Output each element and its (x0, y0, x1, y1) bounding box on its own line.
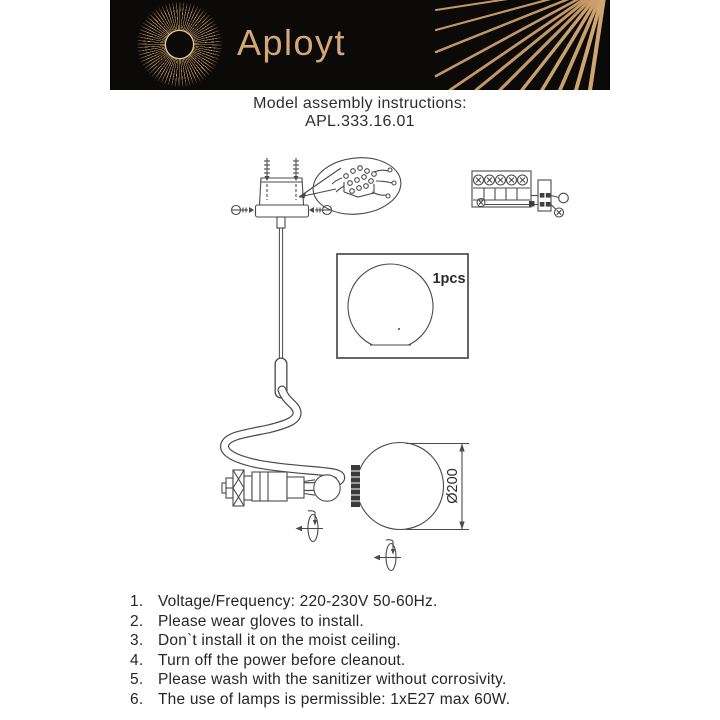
item-text: Please wear gloves to install. (158, 612, 364, 630)
instruction-item (130, 651, 630, 671)
item-text: Don`t install it on the moist ceiling. (158, 632, 401, 649)
instruction-item (130, 592, 630, 612)
screw-rotation-icon (296, 511, 324, 542)
item-number: 4. (130, 651, 144, 669)
screw-rotation-icon (374, 540, 402, 571)
sphere-diameter-label: Ø200 (445, 468, 461, 504)
item-number: 2. (130, 612, 144, 630)
item-text: Please wash with the sanitizer without corrosivity. (158, 671, 507, 688)
socket-bulb-drawing (222, 470, 340, 506)
assembly-diagram (0, 140, 720, 595)
wiring-diagram (472, 171, 568, 217)
spiral-arm-drawing (225, 364, 341, 487)
side-screw-left-icon (232, 206, 255, 215)
model-number: APL.333.16.01 (305, 113, 415, 130)
title-block (0, 95, 720, 131)
item-number: 5. (130, 671, 144, 688)
rays-decoration-icon (430, 0, 610, 90)
instruction-item (130, 631, 630, 651)
instruction-list (130, 592, 630, 709)
side-screw-right-icon (309, 206, 332, 215)
instruction-item (130, 612, 630, 632)
item-text: The use of lamps is permissible: 1xE27 max 60W. (158, 690, 511, 708)
item-text: Turn off the power before cleanout. (158, 651, 406, 669)
sunburst-logo-center (166, 31, 193, 58)
item-number: 1. (130, 593, 144, 610)
parts-box-drawing (337, 254, 468, 358)
sphere-dimension-drawing (351, 443, 469, 530)
brand-banner (110, 0, 610, 90)
item-text: Voltage/Frequency: 220-230V 50-60Hz. (158, 593, 438, 610)
page-title: Model assembly instructions: (253, 95, 467, 112)
bulb-icon (314, 475, 340, 501)
terminal-callout-bubble (299, 154, 404, 219)
brand-name: Aployt (237, 22, 347, 63)
suspension-cord-drawing (279, 228, 282, 360)
instruction-item (130, 690, 630, 710)
item-number: 6. (130, 690, 144, 708)
item-number: 3. (130, 632, 144, 649)
parts-count-label: 1pcs (432, 271, 466, 287)
instruction-item (130, 670, 630, 690)
